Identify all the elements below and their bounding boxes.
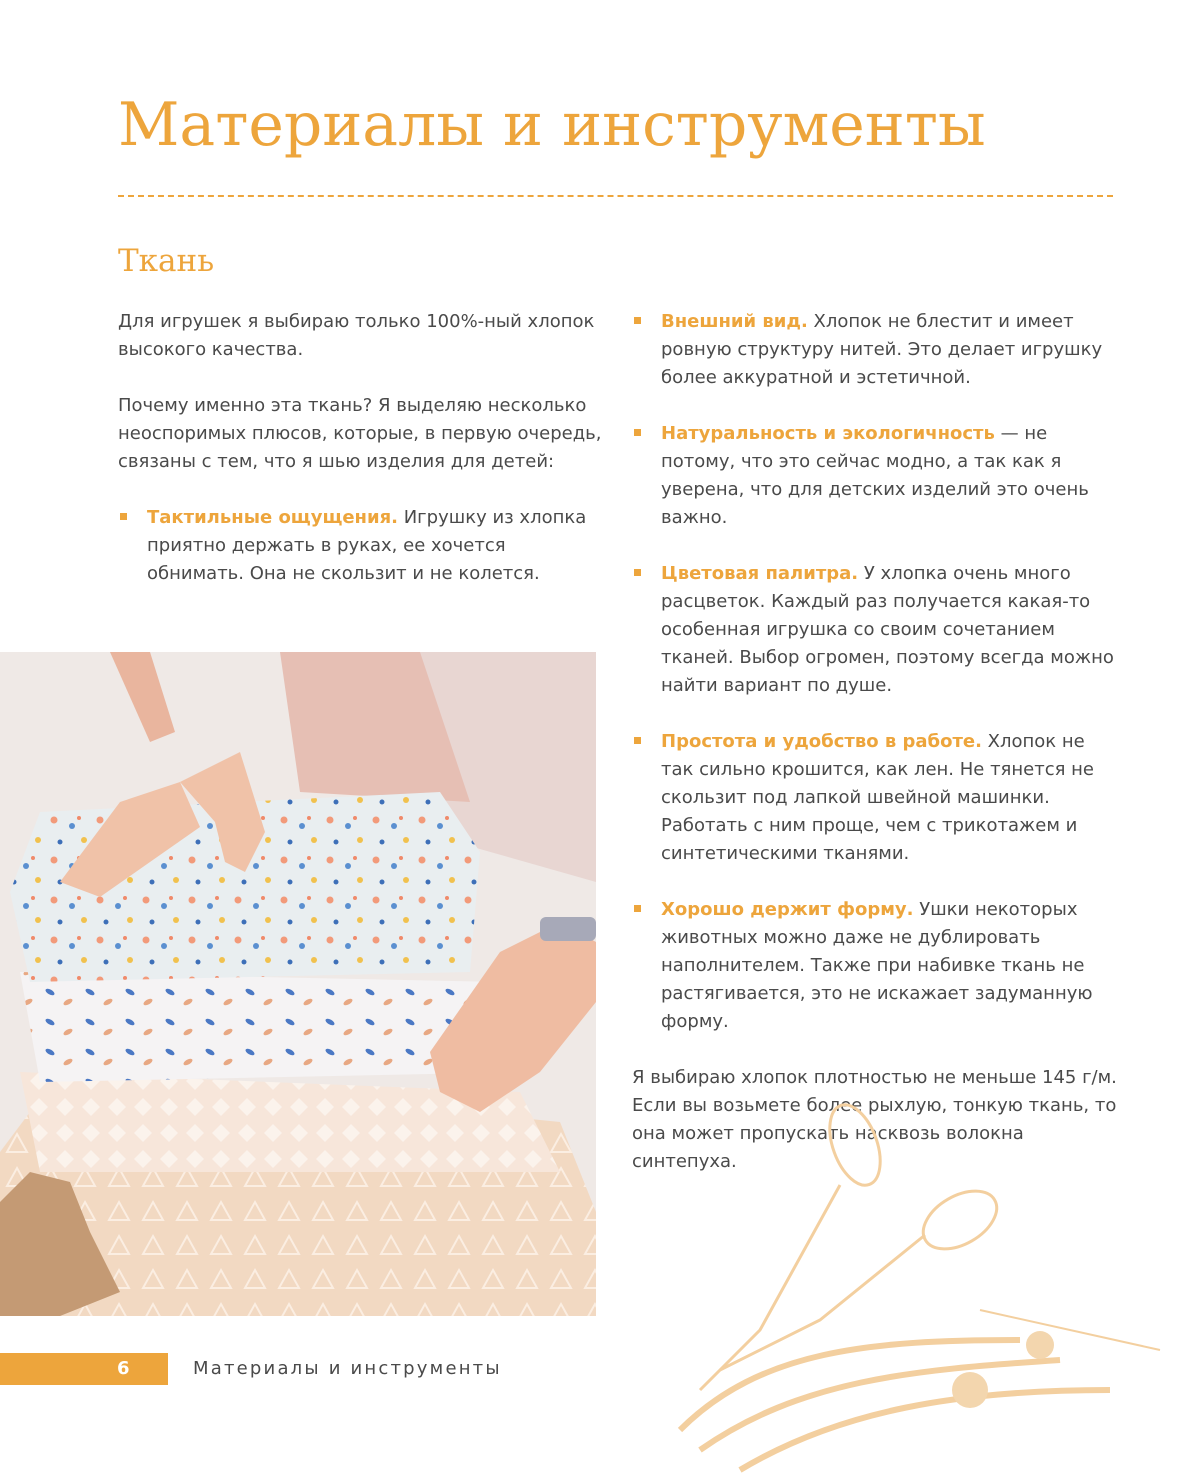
page-number: 6 <box>117 1358 130 1379</box>
scissors-handle <box>820 1098 890 1192</box>
scissors-blade <box>700 1185 840 1390</box>
sewing-needle <box>980 1310 1160 1350</box>
scissors-thread-decoration <box>640 1090 1193 1477</box>
reasons-paragraph: Почему именно эта ткань? Я выделяю несколько неоспоримых плюсов, которые, в первую очередь, связаны с тем, что я шью изделия для детей: <box>118 395 602 472</box>
bullet-text: Ушки некоторых животных можно даже не дублировать наполнителем. Также при набивке ткань не растягивается, это не искажает задуманную форму. <box>661 899 1093 1032</box>
square-bullet-icon <box>634 429 641 436</box>
bullet-label: Внешний вид. <box>661 311 808 332</box>
page-title: Материалы и инструменты <box>118 90 986 160</box>
bullet-text: Хлопок не блестит и имеет ровную структуру нитей. Это делает игрушку более аккуратной и эстетичной. <box>661 311 1103 388</box>
closing-paragraph: Я выбираю хлопок плотностью не меньше 145 г/м. Если вы возьмете более рыхлую, тонкую ткань, то она может пропускать насквозь волокна синтепуха. <box>632 1067 1117 1172</box>
fabric-photo <box>0 652 596 1316</box>
bullet-label: Тактильные ощущения. <box>147 507 398 528</box>
thread-knot <box>952 1372 988 1408</box>
bullet-item-palette <box>632 560 1122 700</box>
bullet-item-natural <box>632 420 1122 532</box>
bullet-text: Игрушку из хлопка приятно держать в руках, ее хочется обнимать. Она не скользит и не колется. <box>147 507 587 584</box>
square-bullet-icon <box>120 513 127 520</box>
thread-skein <box>700 1360 1060 1450</box>
bullet-text: Хлопок не так сильно крошится, как лен. Не тянется не скользит под лапкой швейной машинки. Работать с ним проще, чем с трикотажем и синтетическими тканями. <box>661 731 1095 864</box>
square-bullet-icon <box>634 737 641 744</box>
intro-paragraph: Для игрушек я выбираю только 100%-ный хлопок высокого качества. <box>118 311 595 360</box>
bullet-text: У хлопка очень много расцветок. Каждый раз получается какая-то особенная игрушка со своим сочетанием тканей. Выбор огромен, поэтому всегда можно найти вариант по душе. <box>661 563 1114 696</box>
running-head: Материалы и инструменты <box>193 1358 502 1379</box>
bullet-label: Цветовая палитра. <box>661 563 859 584</box>
bullet-text: — не потому, что это сейчас модно, а так как я уверена, что для детских изделий это очень важно. <box>661 423 1089 528</box>
bullet-item-shape <box>632 896 1122 1036</box>
bullet-label: Натуральность и экологичность <box>661 423 995 444</box>
dashed-divider <box>118 195 1113 197</box>
thread-knot <box>1026 1331 1054 1359</box>
fabric-photo-illustration <box>0 652 596 1316</box>
scissors-blade <box>720 1235 925 1370</box>
right-column <box>632 308 1122 1176</box>
bullet-item-workability <box>632 728 1122 868</box>
footer-accent-bar <box>0 1353 168 1385</box>
bullet-item-appearance <box>632 308 1122 392</box>
square-bullet-icon <box>634 569 641 576</box>
section-title: Ткань <box>118 243 215 279</box>
scissors-handle <box>913 1179 1006 1261</box>
square-bullet-icon <box>634 905 641 912</box>
bullet-label: Простота и удобство в работе. <box>661 731 982 752</box>
bullet-label: Хорошо держит форму. <box>661 899 914 920</box>
bullet-item-tactile <box>118 504 608 588</box>
left-column <box>118 308 608 588</box>
square-bullet-icon <box>634 317 641 324</box>
